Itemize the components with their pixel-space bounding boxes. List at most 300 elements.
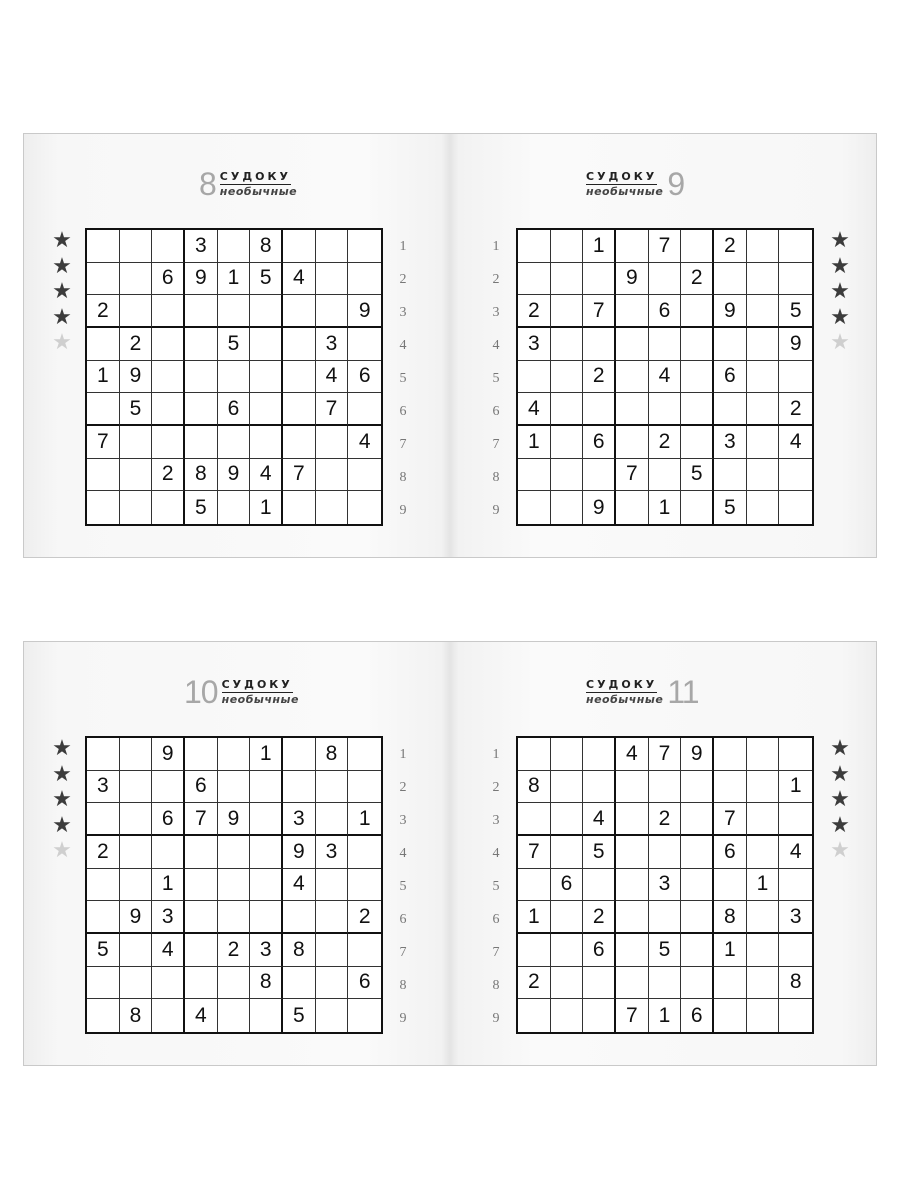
sudoku-cell-r1c2[interactable] <box>551 738 584 771</box>
sudoku-cell-r8c1[interactable]: 2 <box>518 967 551 1000</box>
sudoku-cell-r5c8[interactable] <box>316 869 349 902</box>
sudoku-cell-r3c3[interactable]: 4 <box>583 803 616 836</box>
sudoku-cell-r6c3[interactable] <box>583 393 616 426</box>
sudoku-cell-r3c1[interactable]: 2 <box>518 295 551 328</box>
sudoku-cell-r6c1[interactable]: 1 <box>518 901 551 934</box>
sudoku-cell-r1c3[interactable] <box>583 738 616 771</box>
sudoku-cell-r6c1[interactable]: 4 <box>518 393 551 426</box>
sudoku-cell-r6c3[interactable] <box>152 393 185 426</box>
sudoku-cell-r1c4[interactable] <box>616 230 649 263</box>
sudoku-cell-r6c7[interactable] <box>714 393 747 426</box>
sudoku-cell-r4c9[interactable]: 4 <box>779 836 812 869</box>
sudoku-cell-r1c4[interactable]: 3 <box>185 230 218 263</box>
sudoku-cell-r8c6[interactable]: 8 <box>250 967 283 1000</box>
sudoku-cell-r5c3[interactable]: 2 <box>583 361 616 394</box>
sudoku-cell-r2c8[interactable] <box>747 771 780 804</box>
sudoku-cell-r5c2[interactable]: 6 <box>551 869 584 902</box>
sudoku-cell-r6c5[interactable]: 6 <box>218 393 251 426</box>
sudoku-cell-r7c6[interactable] <box>681 426 714 459</box>
sudoku-cell-r8c2[interactable] <box>551 459 584 492</box>
sudoku-cell-r2c3[interactable] <box>583 263 616 296</box>
sudoku-cell-r1c5[interactable] <box>218 230 251 263</box>
sudoku-cell-r1c1[interactable] <box>518 738 551 771</box>
sudoku-cell-r5c2[interactable] <box>120 869 153 902</box>
sudoku-cell-r4c5[interactable] <box>218 836 251 869</box>
sudoku-cell-r1c6[interactable]: 1 <box>250 738 283 771</box>
sudoku-cell-r7c4[interactable] <box>616 426 649 459</box>
sudoku-cell-r5c2[interactable] <box>551 361 584 394</box>
sudoku-cell-r3c5[interactable]: 9 <box>218 803 251 836</box>
sudoku-cell-r5c1[interactable] <box>87 869 120 902</box>
sudoku-cell-r3c9[interactable]: 1 <box>348 803 381 836</box>
sudoku-cell-r7c1[interactable] <box>518 934 551 967</box>
sudoku-cell-r7c2[interactable] <box>120 934 153 967</box>
sudoku-cell-r3c3[interactable] <box>152 295 185 328</box>
sudoku-cell-r8c8[interactable] <box>747 967 780 1000</box>
sudoku-cell-r5c6[interactable] <box>250 361 283 394</box>
sudoku-cell-r8c5[interactable]: 9 <box>218 459 251 492</box>
sudoku-cell-r6c3[interactable]: 2 <box>583 901 616 934</box>
sudoku-cell-r4c8[interactable] <box>747 836 780 869</box>
sudoku-cell-r7c3[interactable]: 4 <box>152 934 185 967</box>
sudoku-cell-r5c9[interactable] <box>779 361 812 394</box>
sudoku-cell-r5c7[interactable] <box>283 361 316 394</box>
sudoku-cell-r8c7[interactable] <box>283 967 316 1000</box>
sudoku-cell-r9c8[interactable] <box>316 999 349 1032</box>
sudoku-cell-r9c5[interactable] <box>218 491 251 524</box>
sudoku-cell-r1c1[interactable] <box>87 230 120 263</box>
sudoku-cell-r6c2[interactable] <box>551 393 584 426</box>
sudoku-cell-r3c6[interactable] <box>250 803 283 836</box>
sudoku-cell-r9c6[interactable]: 6 <box>681 999 714 1032</box>
sudoku-cell-r1c5[interactable]: 7 <box>649 230 682 263</box>
sudoku-cell-r9c6[interactable] <box>681 491 714 524</box>
sudoku-cell-r3c9[interactable] <box>779 803 812 836</box>
sudoku-cell-r3c4[interactable] <box>185 295 218 328</box>
sudoku-cell-r2c1[interactable] <box>518 263 551 296</box>
sudoku-cell-r9c3[interactable] <box>583 999 616 1032</box>
sudoku-cell-r9c7[interactable]: 5 <box>714 491 747 524</box>
sudoku-cell-r2c3[interactable]: 6 <box>152 263 185 296</box>
sudoku-cell-r6c9[interactable]: 2 <box>348 901 381 934</box>
sudoku-cell-r5c5[interactable] <box>218 361 251 394</box>
sudoku-cell-r8c5[interactable] <box>649 459 682 492</box>
sudoku-cell-r9c7[interactable] <box>714 999 747 1032</box>
sudoku-cell-r5c7[interactable]: 6 <box>714 361 747 394</box>
sudoku-cell-r7c9[interactable] <box>779 934 812 967</box>
sudoku-cell-r7c5[interactable]: 2 <box>649 426 682 459</box>
sudoku-cell-r2c5[interactable]: 1 <box>218 263 251 296</box>
sudoku-cell-r1c7[interactable] <box>283 230 316 263</box>
sudoku-cell-r7c3[interactable]: 6 <box>583 934 616 967</box>
sudoku-cell-r7c6[interactable]: 3 <box>250 934 283 967</box>
sudoku-cell-r8c8[interactable] <box>316 459 349 492</box>
sudoku-cell-r2c4[interactable]: 9 <box>616 263 649 296</box>
sudoku-cell-r7c3[interactable]: 6 <box>583 426 616 459</box>
sudoku-cell-r1c9[interactable] <box>779 738 812 771</box>
sudoku-cell-r4c6[interactable] <box>681 836 714 869</box>
sudoku-cell-r2c6[interactable]: 5 <box>250 263 283 296</box>
sudoku-cell-r2c1[interactable] <box>87 263 120 296</box>
sudoku-cell-r7c1[interactable]: 7 <box>87 426 120 459</box>
sudoku-cell-r2c9[interactable]: 1 <box>779 771 812 804</box>
sudoku-cell-r9c4[interactable]: 4 <box>185 999 218 1032</box>
sudoku-cell-r2c2[interactable] <box>120 771 153 804</box>
sudoku-cell-r6c9[interactable]: 2 <box>779 393 812 426</box>
sudoku-cell-r8c5[interactable] <box>218 967 251 1000</box>
sudoku-cell-r7c2[interactable] <box>120 426 153 459</box>
sudoku-cell-r8c3[interactable] <box>583 459 616 492</box>
sudoku-cell-r5c1[interactable] <box>518 361 551 394</box>
sudoku-cell-r3c8[interactable] <box>316 295 349 328</box>
sudoku-cell-r2c1[interactable]: 3 <box>87 771 120 804</box>
sudoku-cell-r1c9[interactable] <box>779 230 812 263</box>
sudoku-cell-r8c3[interactable] <box>583 967 616 1000</box>
sudoku-cell-r1c6[interactable]: 8 <box>250 230 283 263</box>
sudoku-cell-r3c7[interactable]: 9 <box>714 295 747 328</box>
sudoku-cell-r4c4[interactable] <box>616 836 649 869</box>
sudoku-cell-r2c8[interactable] <box>747 263 780 296</box>
sudoku-cell-r4c9[interactable] <box>348 328 381 361</box>
sudoku-cell-r5c8[interactable]: 1 <box>747 869 780 902</box>
sudoku-cell-r1c3[interactable] <box>152 230 185 263</box>
sudoku-cell-r2c7[interactable] <box>283 771 316 804</box>
sudoku-cell-r3c8[interactable] <box>747 295 780 328</box>
sudoku-cell-r4c8[interactable]: 3 <box>316 836 349 869</box>
sudoku-cell-r6c7[interactable] <box>283 901 316 934</box>
sudoku-cell-r8c2[interactable] <box>120 967 153 1000</box>
sudoku-cell-r1c7[interactable] <box>714 738 747 771</box>
sudoku-cell-r1c4[interactable] <box>185 738 218 771</box>
sudoku-cell-r1c1[interactable] <box>518 230 551 263</box>
sudoku-cell-r4c3[interactable] <box>583 328 616 361</box>
sudoku-cell-r3c2[interactable] <box>551 295 584 328</box>
sudoku-cell-r8c9[interactable] <box>348 459 381 492</box>
sudoku-cell-r1c9[interactable] <box>348 738 381 771</box>
sudoku-cell-r7c4[interactable] <box>185 426 218 459</box>
sudoku-cell-r4c7[interactable]: 6 <box>714 836 747 869</box>
sudoku-cell-r4c1[interactable]: 3 <box>518 328 551 361</box>
sudoku-cell-r7c2[interactable] <box>551 426 584 459</box>
sudoku-cell-r9c1[interactable] <box>87 999 120 1032</box>
sudoku-cell-r1c2[interactable] <box>120 230 153 263</box>
sudoku-cell-r3c5[interactable]: 2 <box>649 803 682 836</box>
sudoku-cell-r9c8[interactable] <box>747 999 780 1032</box>
sudoku-cell-r7c7[interactable]: 1 <box>714 934 747 967</box>
sudoku-cell-r2c9[interactable] <box>779 263 812 296</box>
sudoku-cell-r4c8[interactable]: 3 <box>316 328 349 361</box>
sudoku-cell-r6c8[interactable] <box>316 901 349 934</box>
sudoku-cell-r7c8[interactable] <box>316 934 349 967</box>
sudoku-cell-r9c2[interactable] <box>551 491 584 524</box>
sudoku-cell-r8c7[interactable] <box>714 459 747 492</box>
sudoku-cell-r3c1[interactable] <box>87 803 120 836</box>
sudoku-cell-r4c2[interactable] <box>120 836 153 869</box>
sudoku-cell-r7c1[interactable]: 1 <box>518 426 551 459</box>
sudoku-cell-r5c3[interactable] <box>583 869 616 902</box>
sudoku-cell-r6c9[interactable]: 3 <box>779 901 812 934</box>
sudoku-cell-r1c2[interactable] <box>551 230 584 263</box>
sudoku-cell-r6c8[interactable] <box>747 901 780 934</box>
sudoku-cell-r6c5[interactable] <box>649 393 682 426</box>
sudoku-cell-r8c9[interactable] <box>779 459 812 492</box>
sudoku-cell-r2c1[interactable]: 8 <box>518 771 551 804</box>
sudoku-cell-r6c1[interactable] <box>87 393 120 426</box>
sudoku-cell-r5c4[interactable] <box>185 361 218 394</box>
sudoku-cell-r3c8[interactable] <box>747 803 780 836</box>
sudoku-cell-r2c6[interactable] <box>250 771 283 804</box>
sudoku-cell-r7c5[interactable] <box>218 426 251 459</box>
sudoku-cell-r3c6[interactable] <box>250 295 283 328</box>
sudoku-cell-r9c5[interactable]: 1 <box>649 999 682 1032</box>
sudoku-cell-r3c8[interactable] <box>316 803 349 836</box>
sudoku-cell-r9c1[interactable] <box>518 491 551 524</box>
sudoku-cell-r2c2[interactable] <box>551 263 584 296</box>
sudoku-cell-r3c3[interactable]: 6 <box>152 803 185 836</box>
sudoku-cell-r2c9[interactable] <box>348 771 381 804</box>
sudoku-cell-r6c8[interactable] <box>747 393 780 426</box>
sudoku-cell-r9c1[interactable] <box>87 491 120 524</box>
sudoku-cell-r9c6[interactable]: 1 <box>250 491 283 524</box>
sudoku-cell-r6c4[interactable] <box>616 393 649 426</box>
sudoku-cell-r4c6[interactable] <box>681 328 714 361</box>
sudoku-cell-r9c5[interactable]: 1 <box>649 491 682 524</box>
sudoku-cell-r5c8[interactable]: 4 <box>316 361 349 394</box>
sudoku-cell-r4c5[interactable] <box>649 328 682 361</box>
sudoku-cell-r2c5[interactable] <box>218 771 251 804</box>
sudoku-cell-r7c9[interactable] <box>348 934 381 967</box>
sudoku-cell-r4c5[interactable] <box>649 836 682 869</box>
sudoku-cell-r7c4[interactable] <box>616 934 649 967</box>
sudoku-cell-r9c3[interactable]: 9 <box>583 491 616 524</box>
sudoku-cell-r6c6[interactable] <box>250 393 283 426</box>
sudoku-cell-r5c5[interactable]: 3 <box>649 869 682 902</box>
sudoku-cell-r9c8[interactable] <box>747 491 780 524</box>
sudoku-cell-r9c6[interactable] <box>250 999 283 1032</box>
sudoku-cell-r7c9[interactable]: 4 <box>348 426 381 459</box>
sudoku-cell-r6c4[interactable] <box>185 901 218 934</box>
sudoku-cell-r7c6[interactable] <box>681 934 714 967</box>
sudoku-cell-r9c9[interactable] <box>779 491 812 524</box>
sudoku-cell-r8c7[interactable]: 7 <box>283 459 316 492</box>
sudoku-cell-r4c7[interactable]: 9 <box>283 836 316 869</box>
sudoku-cell-r7c2[interactable] <box>551 934 584 967</box>
sudoku-cell-r5c4[interactable] <box>616 869 649 902</box>
sudoku-cell-r3c6[interactable] <box>681 803 714 836</box>
sudoku-cell-r5c7[interactable]: 4 <box>283 869 316 902</box>
sudoku-cell-r8c4[interactable] <box>616 967 649 1000</box>
sudoku-cell-r7c5[interactable]: 2 <box>218 934 251 967</box>
sudoku-cell-r5c6[interactable] <box>681 869 714 902</box>
sudoku-cell-r6c2[interactable] <box>551 901 584 934</box>
sudoku-cell-r8c6[interactable]: 4 <box>250 459 283 492</box>
sudoku-cell-r3c5[interactable] <box>218 295 251 328</box>
sudoku-cell-r6c6[interactable] <box>681 393 714 426</box>
sudoku-cell-r8c4[interactable] <box>185 967 218 1000</box>
sudoku-cell-r6c8[interactable]: 7 <box>316 393 349 426</box>
sudoku-cell-r7c8[interactable] <box>316 426 349 459</box>
sudoku-cell-r7c4[interactable] <box>185 934 218 967</box>
sudoku-cell-r5c4[interactable] <box>185 869 218 902</box>
sudoku-cell-r4c3[interactable] <box>152 328 185 361</box>
sudoku-cell-r4c4[interactable] <box>185 836 218 869</box>
sudoku-cell-r3c1[interactable]: 2 <box>87 295 120 328</box>
sudoku-cell-r9c5[interactable] <box>218 999 251 1032</box>
sudoku-cell-r5c8[interactable] <box>747 361 780 394</box>
sudoku-cell-r4c1[interactable]: 7 <box>518 836 551 869</box>
sudoku-cell-r4c9[interactable]: 9 <box>779 328 812 361</box>
sudoku-cell-r1c9[interactable] <box>348 230 381 263</box>
sudoku-cell-r8c8[interactable] <box>747 459 780 492</box>
sudoku-cell-r3c3[interactable]: 7 <box>583 295 616 328</box>
sudoku-cell-r3c9[interactable]: 5 <box>779 295 812 328</box>
sudoku-cell-r2c4[interactable]: 6 <box>185 771 218 804</box>
sudoku-cell-r8c6[interactable]: 5 <box>681 459 714 492</box>
sudoku-cell-r5c1[interactable]: 1 <box>87 361 120 394</box>
sudoku-cell-r8c1[interactable] <box>518 459 551 492</box>
sudoku-cell-r2c6[interactable]: 2 <box>681 263 714 296</box>
sudoku-cell-r1c8[interactable] <box>316 230 349 263</box>
sudoku-cell-r8c2[interactable] <box>551 967 584 1000</box>
sudoku-cell-r4c7[interactable] <box>714 328 747 361</box>
sudoku-cell-r4c2[interactable]: 2 <box>120 328 153 361</box>
sudoku-cell-r7c6[interactable] <box>250 426 283 459</box>
sudoku-cell-r2c7[interactable] <box>714 771 747 804</box>
sudoku-cell-r6c2[interactable]: 9 <box>120 901 153 934</box>
sudoku-cell-r7c8[interactable] <box>747 426 780 459</box>
sudoku-cell-r2c3[interactable] <box>152 771 185 804</box>
sudoku-cell-r2c7[interactable]: 4 <box>283 263 316 296</box>
sudoku-cell-r1c5[interactable] <box>218 738 251 771</box>
sudoku-cell-r6c4[interactable] <box>185 393 218 426</box>
sudoku-cell-r3c9[interactable]: 9 <box>348 295 381 328</box>
sudoku-cell-r8c4[interactable]: 7 <box>616 459 649 492</box>
sudoku-cell-r7c1[interactable]: 5 <box>87 934 120 967</box>
sudoku-cell-r3c2[interactable] <box>120 803 153 836</box>
sudoku-cell-r5c9[interactable]: 6 <box>348 361 381 394</box>
sudoku-cell-r8c3[interactable] <box>152 967 185 1000</box>
sudoku-cell-r5c9[interactable] <box>779 869 812 902</box>
sudoku-cell-r9c9[interactable] <box>348 491 381 524</box>
sudoku-cell-r5c9[interactable] <box>348 869 381 902</box>
sudoku-cell-r4c6[interactable] <box>250 836 283 869</box>
sudoku-cell-r4c5[interactable]: 5 <box>218 328 251 361</box>
sudoku-cell-r5c6[interactable] <box>681 361 714 394</box>
sudoku-cell-r9c4[interactable]: 5 <box>185 491 218 524</box>
sudoku-cell-r8c9[interactable]: 6 <box>348 967 381 1000</box>
sudoku-cell-r8c2[interactable] <box>120 459 153 492</box>
sudoku-cell-r9c4[interactable]: 7 <box>616 999 649 1032</box>
sudoku-cell-r3c2[interactable] <box>551 803 584 836</box>
sudoku-cell-r6c7[interactable]: 8 <box>714 901 747 934</box>
sudoku-cell-r1c6[interactable]: 9 <box>681 738 714 771</box>
sudoku-cell-r3c4[interactable] <box>616 803 649 836</box>
sudoku-cell-r4c4[interactable] <box>616 328 649 361</box>
sudoku-cell-r9c1[interactable] <box>518 999 551 1032</box>
sudoku-cell-r8c1[interactable] <box>87 967 120 1000</box>
sudoku-cell-r6c5[interactable] <box>649 901 682 934</box>
sudoku-cell-r4c2[interactable] <box>551 836 584 869</box>
sudoku-cell-r3c7[interactable]: 3 <box>283 803 316 836</box>
sudoku-cell-r7c7[interactable]: 3 <box>714 426 747 459</box>
sudoku-cell-r5c7[interactable] <box>714 869 747 902</box>
sudoku-cell-r8c1[interactable] <box>87 459 120 492</box>
sudoku-cell-r9c9[interactable] <box>779 999 812 1032</box>
sudoku-cell-r4c2[interactable] <box>551 328 584 361</box>
sudoku-cell-r8c8[interactable] <box>316 967 349 1000</box>
sudoku-cell-r6c6[interactable] <box>681 901 714 934</box>
sudoku-cell-r2c3[interactable] <box>583 771 616 804</box>
sudoku-cell-r5c3[interactable]: 1 <box>152 869 185 902</box>
sudoku-cell-r2c9[interactable] <box>348 263 381 296</box>
sudoku-cell-r9c9[interactable] <box>348 999 381 1032</box>
sudoku-cell-r9c3[interactable] <box>152 491 185 524</box>
sudoku-cell-r5c3[interactable] <box>152 361 185 394</box>
sudoku-cell-r2c4[interactable]: 9 <box>185 263 218 296</box>
sudoku-cell-r8c4[interactable]: 8 <box>185 459 218 492</box>
sudoku-cell-r1c3[interactable]: 1 <box>583 230 616 263</box>
sudoku-cell-r1c2[interactable] <box>120 738 153 771</box>
sudoku-cell-r1c3[interactable]: 9 <box>152 738 185 771</box>
sudoku-cell-r9c8[interactable] <box>316 491 349 524</box>
sudoku-cell-r4c3[interactable] <box>152 836 185 869</box>
sudoku-cell-r3c2[interactable] <box>120 295 153 328</box>
sudoku-cell-r9c4[interactable] <box>616 491 649 524</box>
sudoku-cell-r9c7[interactable]: 5 <box>283 999 316 1032</box>
sudoku-cell-r3c5[interactable]: 6 <box>649 295 682 328</box>
sudoku-cell-r5c6[interactable] <box>250 869 283 902</box>
sudoku-cell-r1c8[interactable]: 8 <box>316 738 349 771</box>
sudoku-cell-r6c2[interactable]: 5 <box>120 393 153 426</box>
sudoku-cell-r1c6[interactable] <box>681 230 714 263</box>
sudoku-cell-r2c7[interactable] <box>714 263 747 296</box>
sudoku-cell-r5c4[interactable] <box>616 361 649 394</box>
sudoku-cell-r7c9[interactable]: 4 <box>779 426 812 459</box>
sudoku-cell-r2c8[interactable] <box>316 263 349 296</box>
sudoku-cell-r7c3[interactable] <box>152 426 185 459</box>
sudoku-cell-r6c9[interactable] <box>348 393 381 426</box>
sudoku-cell-r5c5[interactable]: 4 <box>649 361 682 394</box>
sudoku-cell-r6c4[interactable] <box>616 901 649 934</box>
sudoku-cell-r9c2[interactable]: 8 <box>120 999 153 1032</box>
sudoku-cell-r8c6[interactable] <box>681 967 714 1000</box>
sudoku-cell-r1c8[interactable] <box>747 230 780 263</box>
sudoku-cell-r9c3[interactable] <box>152 999 185 1032</box>
sudoku-cell-r4c6[interactable] <box>250 328 283 361</box>
sudoku-cell-r1c8[interactable] <box>747 738 780 771</box>
sudoku-cell-r9c7[interactable] <box>283 491 316 524</box>
sudoku-cell-r7c7[interactable] <box>283 426 316 459</box>
sudoku-cell-r7c7[interactable]: 8 <box>283 934 316 967</box>
sudoku-cell-r6c1[interactable] <box>87 901 120 934</box>
sudoku-cell-r8c9[interactable]: 8 <box>779 967 812 1000</box>
sudoku-cell-r3c7[interactable]: 7 <box>714 803 747 836</box>
sudoku-cell-r3c7[interactable] <box>283 295 316 328</box>
sudoku-cell-r8c7[interactable] <box>714 967 747 1000</box>
sudoku-cell-r4c1[interactable]: 2 <box>87 836 120 869</box>
sudoku-cell-r6c3[interactable]: 3 <box>152 901 185 934</box>
sudoku-cell-r1c5[interactable]: 7 <box>649 738 682 771</box>
sudoku-cell-r1c7[interactable]: 2 <box>714 230 747 263</box>
sudoku-cell-r4c4[interactable] <box>185 328 218 361</box>
sudoku-cell-r2c6[interactable] <box>681 771 714 804</box>
sudoku-cell-r9c2[interactable] <box>551 999 584 1032</box>
sudoku-cell-r2c2[interactable] <box>551 771 584 804</box>
sudoku-cell-r5c1[interactable] <box>518 869 551 902</box>
sudoku-cell-r1c1[interactable] <box>87 738 120 771</box>
sudoku-cell-r8c5[interactable] <box>649 967 682 1000</box>
sudoku-cell-r5c5[interactable] <box>218 869 251 902</box>
